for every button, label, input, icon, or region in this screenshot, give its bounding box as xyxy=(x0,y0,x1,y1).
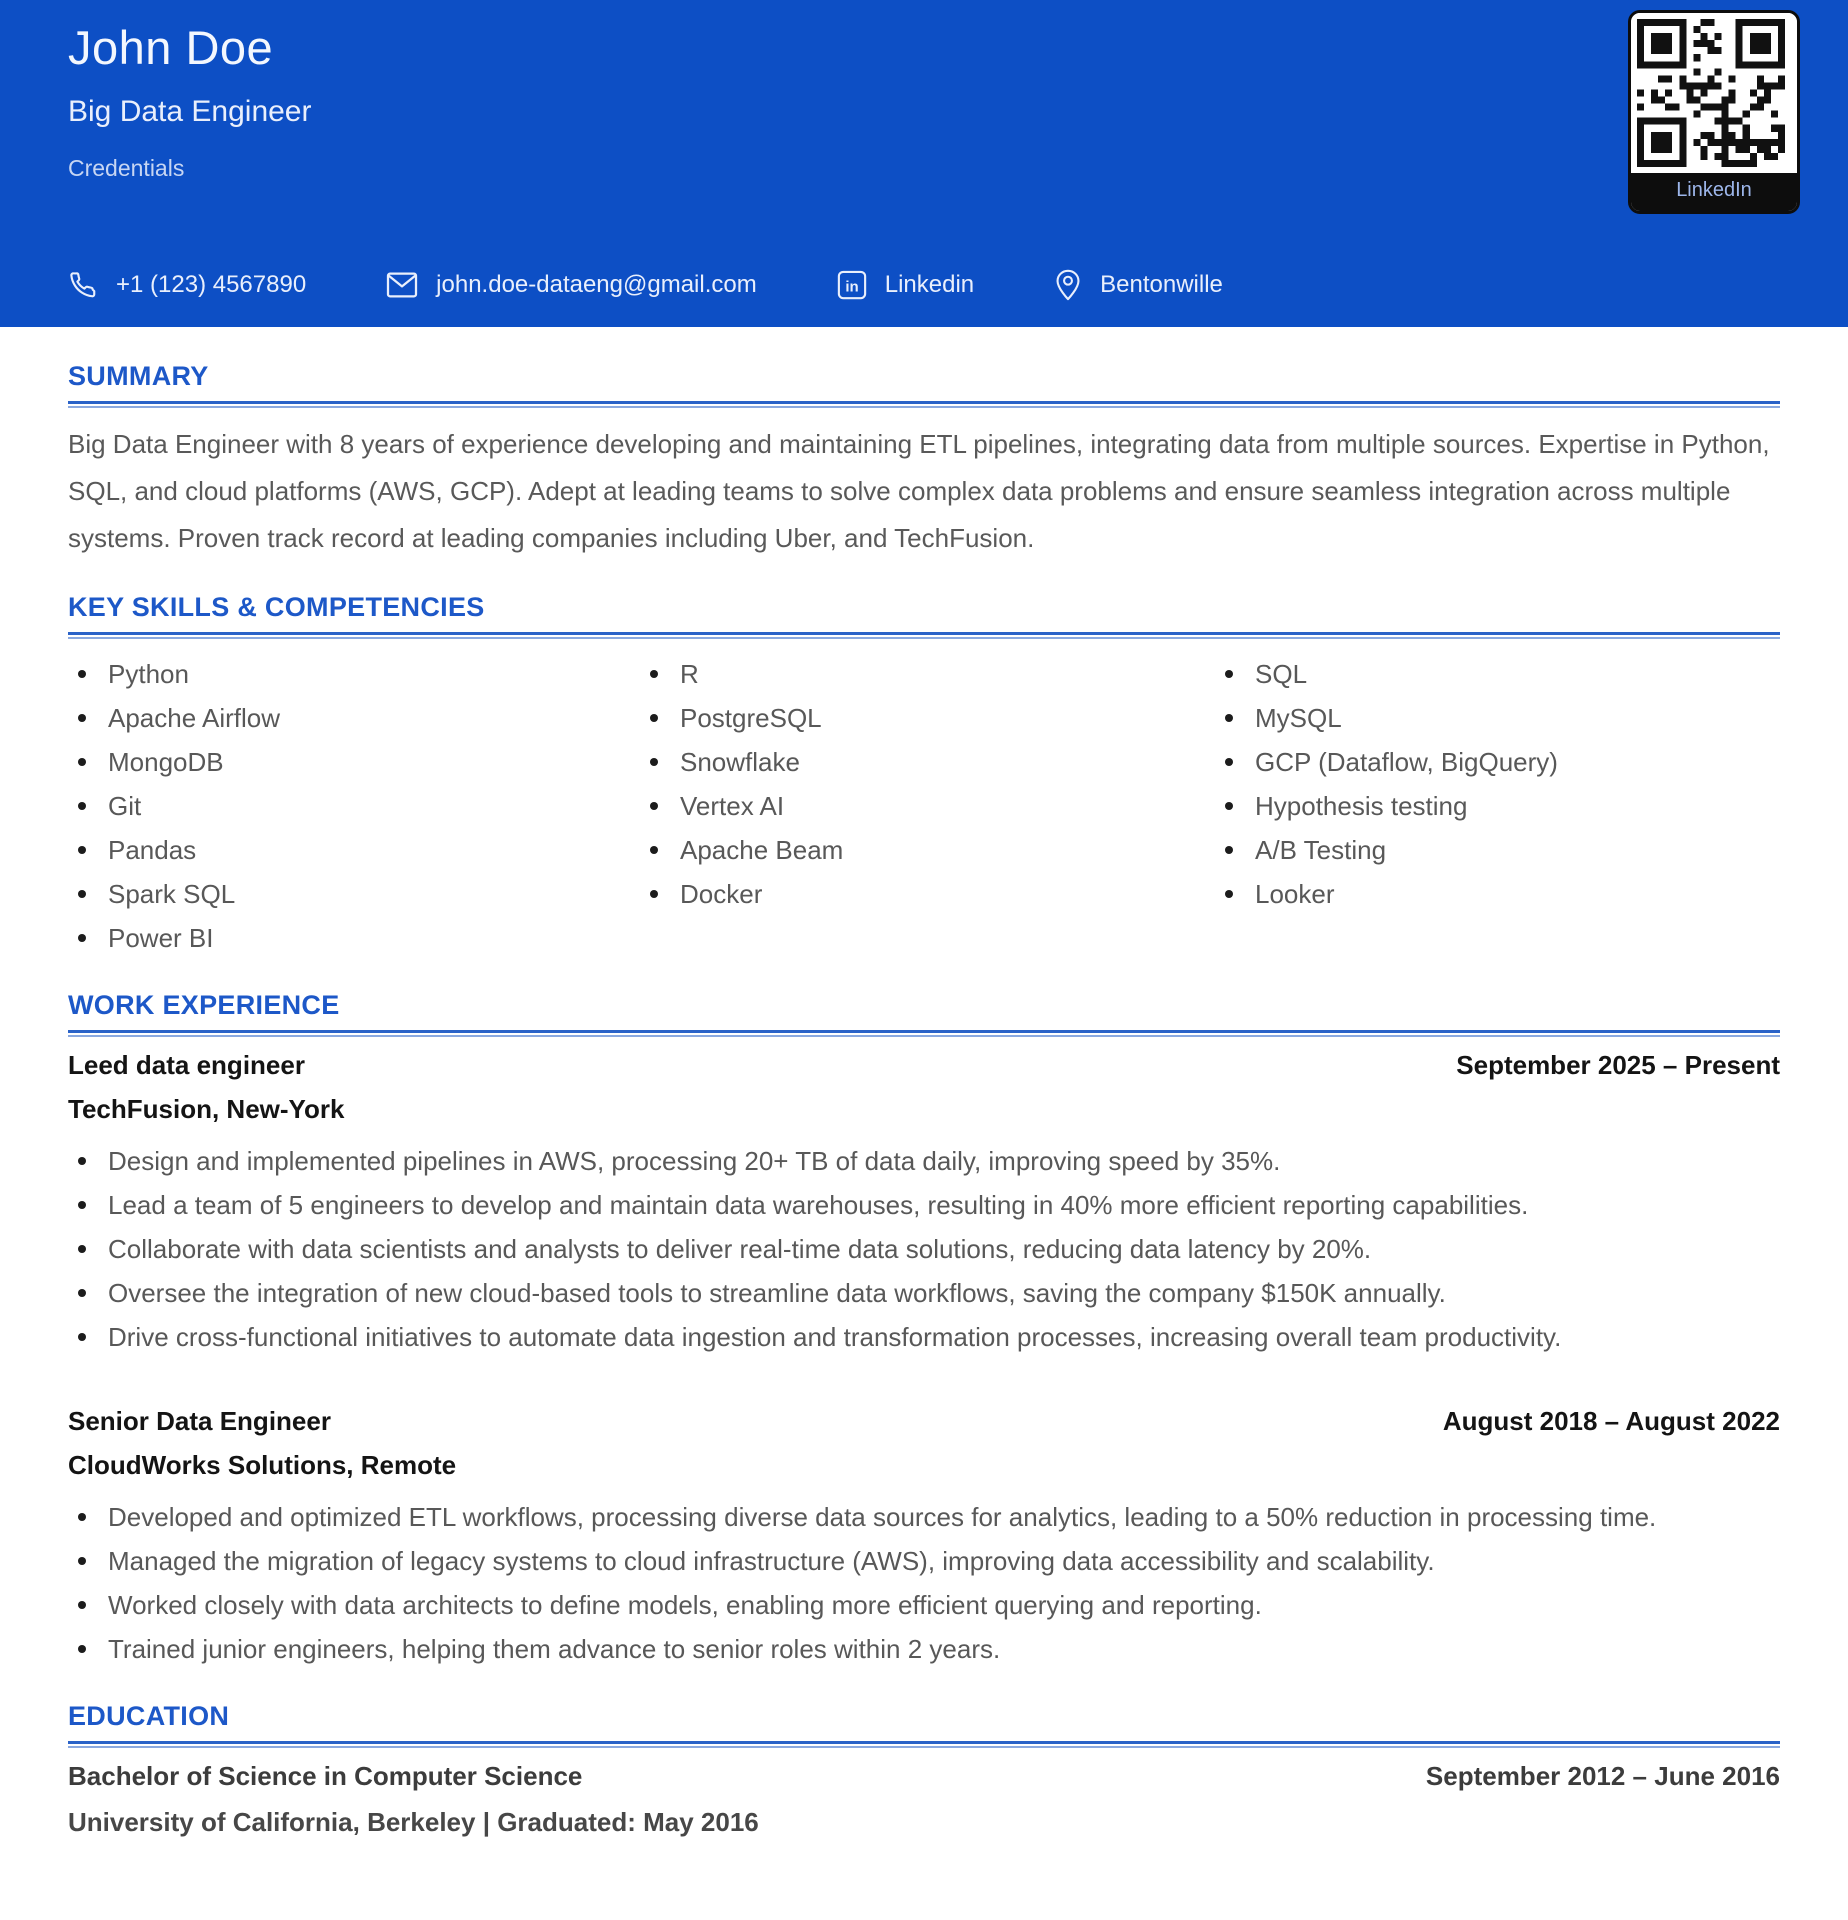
person-job-title: Big Data Engineer xyxy=(68,95,312,128)
job-header-row xyxy=(68,1050,1780,1081)
job-bullet: Managed the migration of legacy systems to cloud infrastructure (AWS), improving data accessibility and scalability. xyxy=(68,1539,1780,1583)
section-education xyxy=(68,1701,1780,1838)
job-bullet-list xyxy=(68,1495,1780,1671)
section-divider xyxy=(68,401,1780,408)
section-skills xyxy=(68,592,1780,960)
skill-item: MySQL xyxy=(1215,696,1780,740)
job-company: CloudWorks Solutions, Remote xyxy=(68,1450,457,1480)
skills-column-2 xyxy=(640,652,1215,960)
skill-item: Snowflake xyxy=(640,740,1215,784)
email-address: john.doe-dataeng@gmail.com xyxy=(436,271,757,298)
qr-image xyxy=(1631,13,1797,173)
skills-column-1 xyxy=(68,652,640,960)
skill-item: Python xyxy=(68,652,640,696)
section-summary xyxy=(68,361,1780,562)
skill-item: R xyxy=(640,652,1215,696)
linkedin-qr-code[interactable] xyxy=(1628,10,1800,214)
skill-item: Hypothesis testing xyxy=(1215,784,1780,828)
skill-item: Spark SQL xyxy=(68,872,640,916)
contact-email[interactable] xyxy=(386,271,757,299)
skill-item: SQL xyxy=(1215,652,1780,696)
job-entry-2 xyxy=(68,1406,1780,1671)
job-bullet: Oversee the integration of new cloud-based tools to streamline data workflows, saving the company $150K annually. xyxy=(68,1271,1780,1315)
location-name: Bentonwille xyxy=(1100,271,1223,298)
job-bullet: Collaborate with data scientists and analysts to deliver real-time data solutions, reducing data latency by 20%. xyxy=(68,1227,1780,1271)
job-dates: August 2018 – August 2022 xyxy=(1442,1406,1780,1436)
job-bullet: Drive cross-functional initiatives to automate data ingestion and transformation processes, increasing overall team productivity. xyxy=(68,1315,1780,1359)
skill-item: Looker xyxy=(1215,872,1780,916)
credentials-label: Credentials xyxy=(68,155,185,181)
person-name: John Doe xyxy=(68,21,274,74)
linkedin-label: Linkedin xyxy=(884,271,975,298)
header xyxy=(0,0,1848,327)
skill-item: A/B Testing xyxy=(1215,828,1780,872)
skill-item: GCP (Dataflow, BigQuery) xyxy=(1215,740,1780,784)
skill-item: Git xyxy=(68,784,640,828)
job-company: TechFusion, New-York xyxy=(68,1094,345,1124)
skill-item: Apache Beam xyxy=(640,828,1215,872)
skill-item: Power BI xyxy=(68,916,640,960)
resume-body xyxy=(0,361,1848,1838)
skill-item: Docker xyxy=(640,872,1215,916)
experience-heading: WORK EXPERIENCE xyxy=(68,990,340,1020)
job-bullet: Trained junior engineers, helping them advance to senior roles within 2 years. xyxy=(68,1627,1780,1671)
job-bullet-list xyxy=(68,1139,1780,1359)
job-entry-1 xyxy=(68,1050,1780,1359)
job-bullet: Lead a team of 5 engineers to develop and maintain data warehouses, resulting in 40% more efficient reporting capabilities. xyxy=(68,1183,1780,1227)
contact-location[interactable] xyxy=(1054,269,1223,301)
job-title: Leed data engineer xyxy=(68,1050,305,1080)
education-heading: EDUCATION xyxy=(68,1701,230,1731)
summary-text: Big Data Engineer with 8 years of experience developing and maintaining ETL pipelines, integrating data from multiple sources. Expertise in Python, SQL, and cloud platforms (AWS, GCP). Adept at leading teams to solve complex data problems and ensure seamless integration across multiple systems. Proven track record at leading companies including Uber, and TechFusion. xyxy=(68,429,1770,553)
skill-item: PostgreSQL xyxy=(640,696,1215,740)
education-school: University of California, Berkeley | Graduated: May 2016 xyxy=(68,1807,759,1837)
skills-column-3 xyxy=(1215,652,1780,960)
job-dates: September 2025 – Present xyxy=(1456,1050,1780,1080)
education-header-row xyxy=(68,1761,1780,1792)
summary-heading: SUMMARY xyxy=(68,361,209,391)
education-degree: Bachelor of Science in Computer Science xyxy=(68,1761,583,1791)
contact-linkedin[interactable] xyxy=(837,270,974,300)
phone-number: +1 (123) 4567890 xyxy=(116,271,307,298)
skill-item: Pandas xyxy=(68,828,640,872)
skill-item: Vertex AI xyxy=(640,784,1215,828)
qr-label: LinkedIn xyxy=(1631,173,1797,211)
job-bullet: Design and implemented pipelines in AWS, processing 20+ TB of data daily, improving speed by 35%. xyxy=(68,1139,1780,1183)
section-divider xyxy=(68,632,1780,639)
skill-item: Apache Airflow xyxy=(68,696,640,740)
skills-grid xyxy=(68,652,1780,960)
job-bullet: Developed and optimized ETL workflows, processing diverse data sources for analytics, leading to a 50% reduction in processing time. xyxy=(68,1495,1780,1539)
svg-text:in: in xyxy=(845,278,859,296)
contact-row xyxy=(68,269,1223,301)
job-header-row xyxy=(68,1406,1780,1437)
mail-icon xyxy=(386,271,418,299)
phone-icon xyxy=(68,270,98,300)
skill-item: MongoDB xyxy=(68,740,640,784)
job-bullet: Worked closely with data architects to define models, enabling more efficient querying and reporting. xyxy=(68,1583,1780,1627)
contact-phone[interactable] xyxy=(68,270,306,300)
section-divider xyxy=(68,1030,1780,1037)
section-divider xyxy=(68,1741,1780,1748)
location-pin-icon xyxy=(1054,269,1082,301)
section-experience xyxy=(68,990,1780,1671)
linkedin-icon xyxy=(837,270,867,300)
job-title: Senior Data Engineer xyxy=(68,1406,331,1436)
education-dates: September 2012 – June 2016 xyxy=(1425,1761,1780,1791)
skills-heading: KEY SKILLS & COMPETENCIES xyxy=(68,592,485,622)
